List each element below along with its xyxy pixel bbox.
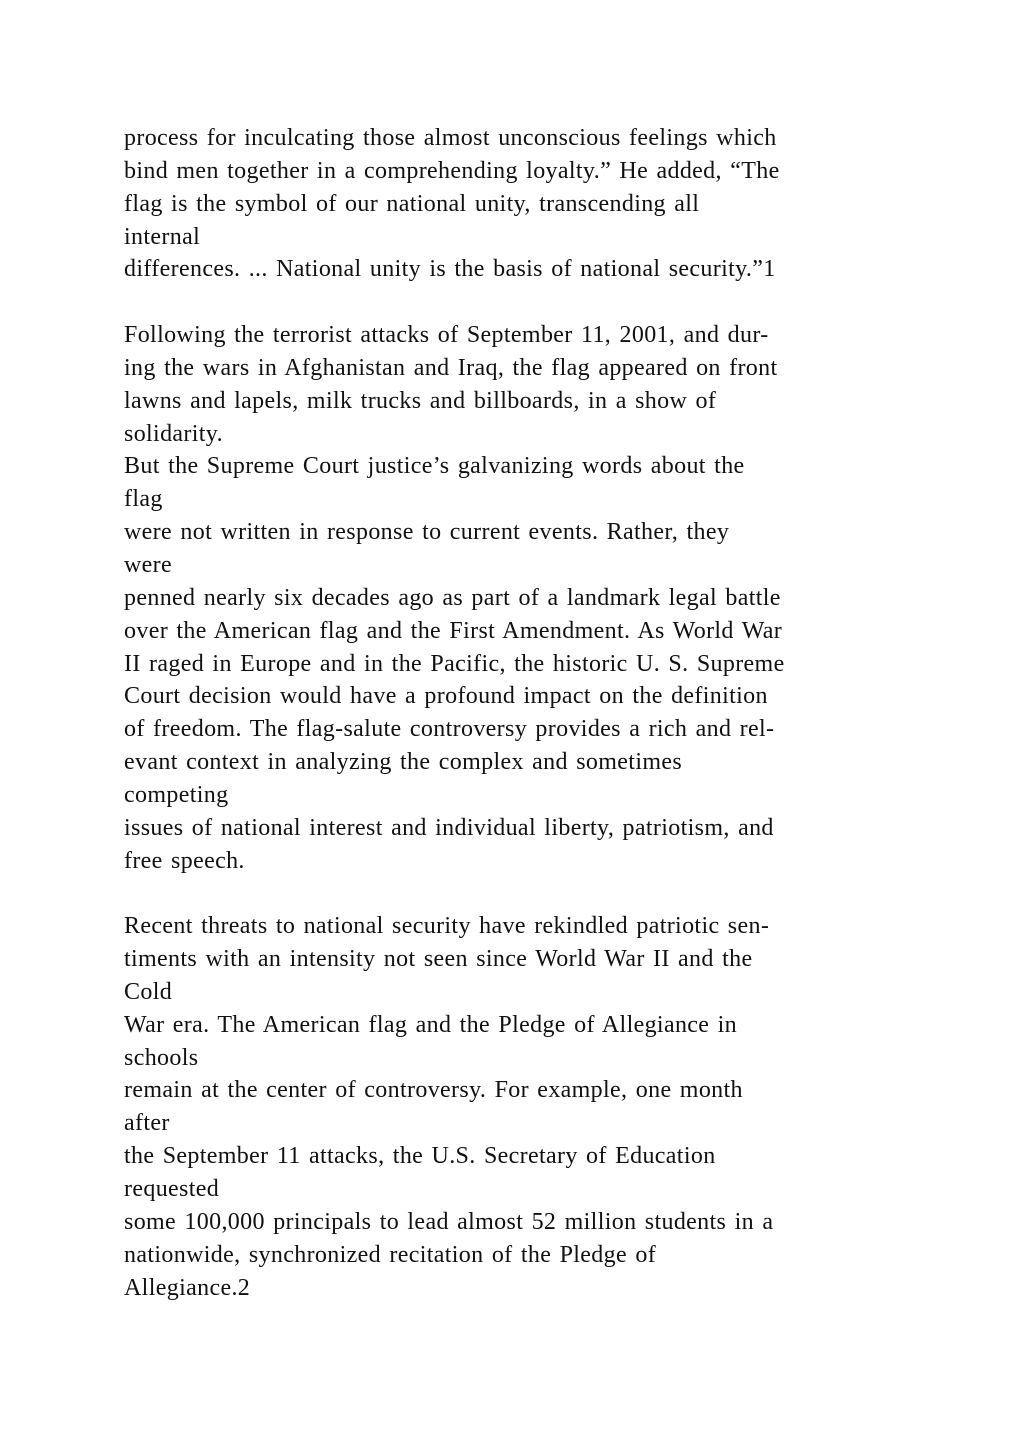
text-line: of freedom. The flag-salute controversy provides a rich and rel- <box>124 716 775 743</box>
body-text <box>124 122 924 1304</box>
paragraph <box>124 910 924 1304</box>
text-line: ing the wars in Afghanistan and Iraq, the flag appeared on front <box>124 354 778 381</box>
text-line: free speech. <box>124 847 245 874</box>
text-line: bind men together in a comprehending loyalty.” He added, “The <box>124 157 780 184</box>
text-line: after <box>124 1110 170 1137</box>
text-line: process for inculcating those almost unconscious feelings which <box>124 125 777 151</box>
text-line: solidarity. <box>124 420 223 447</box>
text-line: evant context in analyzing the complex and sometimes <box>124 749 683 776</box>
text-line: the September 11 attacks, the U.S. Secretary of Education <box>124 1143 716 1170</box>
text-line: But the Supreme Court justice’s galvanizing words about the <box>124 453 745 480</box>
paragraph <box>124 319 924 877</box>
paragraph-gap <box>124 877 924 910</box>
text-line: Allegiance.2 <box>124 1274 251 1301</box>
text-line: over the American flag and the First Amendment. As World War <box>124 617 783 644</box>
text-line: schools <box>124 1044 199 1071</box>
text-line: timents with an intensity not seen since World War II and the <box>124 946 753 973</box>
text-line: nationwide, synchronized recitation of the Pledge of <box>124 1241 657 1268</box>
text-line: competing <box>124 781 229 808</box>
text-line: some 100,000 principals to lead almost 52 million students in a <box>124 1208 774 1235</box>
text-line: lawns and lapels, milk trucks and billboards, in a show of <box>124 387 717 414</box>
text-line: internal <box>124 223 201 250</box>
text-line: requested <box>124 1176 220 1202</box>
text-line: Recent threats to national security have rekindled patriotic sen- <box>124 913 770 940</box>
text-line: War era. The American flag and the Pledge of Allegiance in <box>124 1011 738 1038</box>
text-line: Following the terrorist attacks of September 11, 2001, and dur- <box>124 322 769 349</box>
text-line: penned nearly six decades ago as part of a landmark legal battle <box>124 584 781 611</box>
text-line: remain at the center of controversy. For example, one month <box>124 1077 743 1104</box>
text-line: Court decision would have a profound impact on the definition <box>124 683 768 710</box>
text-line: II raged in Europe and in the Pacific, the historic U. S. Supreme <box>124 650 785 677</box>
text-line: flag <box>124 486 163 513</box>
text-line: were <box>124 551 173 578</box>
text-line: differences. ... National unity is the basis of national security.”1 <box>124 256 776 283</box>
paragraph <box>124 122 924 286</box>
text-line: Cold <box>124 978 173 1005</box>
paragraph-gap <box>124 286 924 319</box>
text-line: were not written in response to current events. Rather, they <box>124 519 730 546</box>
text-line: issues of national interest and individual liberty, patriotism, and <box>124 814 774 841</box>
text-line: flag is the symbol of our national unity, transcending all <box>124 190 700 217</box>
